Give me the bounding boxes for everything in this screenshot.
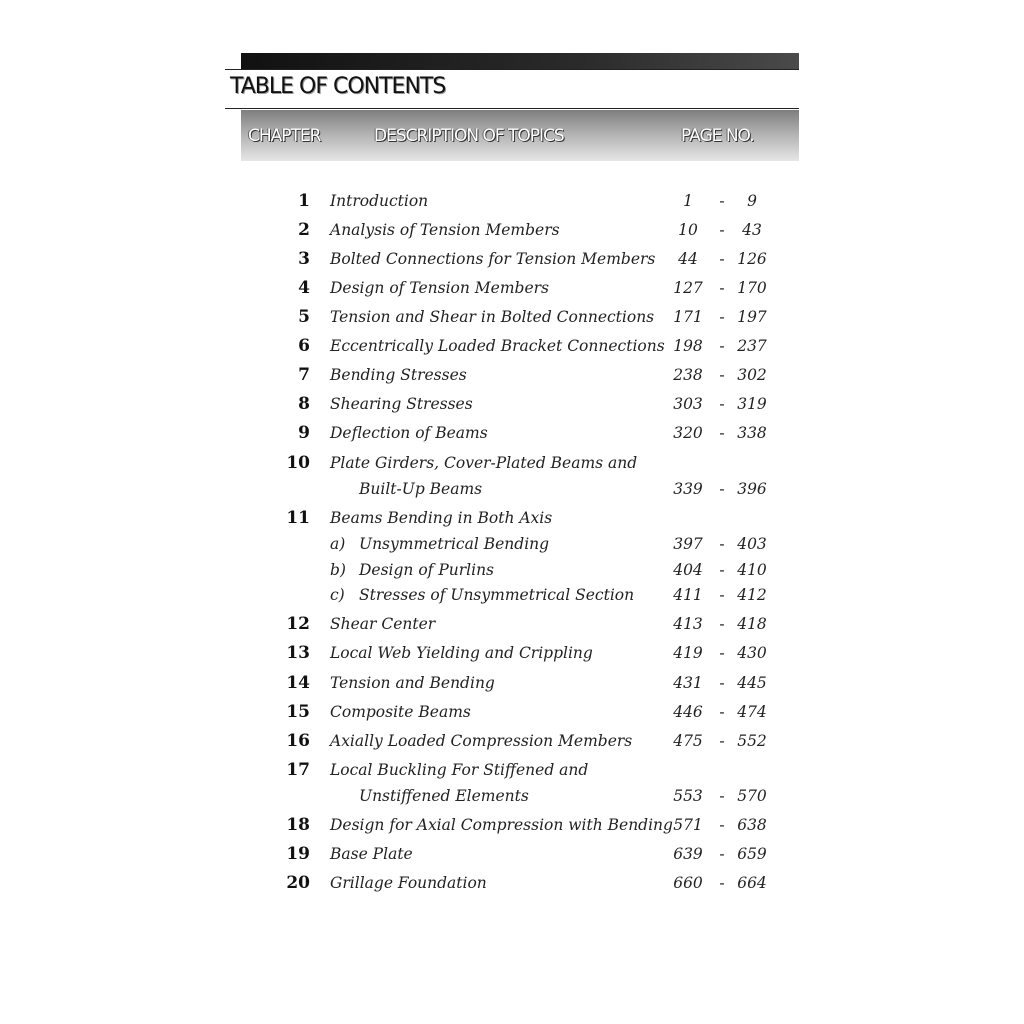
chapter-number: 7	[298, 365, 310, 385]
chapter-title: Composite Beams	[330, 703, 471, 721]
page-from: 411	[673, 586, 703, 604]
toc-row	[0, 278, 1024, 302]
page-to: 570	[737, 787, 767, 805]
page-dash: -	[719, 674, 725, 692]
toc-row	[0, 453, 1024, 477]
page-to: 9	[747, 192, 757, 210]
page-from: 171	[673, 308, 703, 326]
chapter-title: Design of Tension Members	[330, 279, 549, 297]
page-to: 126	[737, 250, 767, 268]
sub-title: Unsymmetrical Bending	[359, 535, 550, 553]
toc-row	[0, 508, 1024, 532]
chapter-title: Local Buckling For Stiffened and	[330, 761, 589, 779]
chapter-title: Bolted Connections for Tension Members	[330, 250, 656, 268]
toc-row	[0, 614, 1024, 638]
chapter-title: Shearing Stresses	[330, 395, 473, 413]
page-dash: -	[719, 337, 725, 355]
chapter-title: Deflection of Beams	[330, 424, 488, 442]
sub-title: Stresses of Unsymmetrical Section	[359, 586, 635, 604]
page-dash: -	[719, 874, 725, 892]
chapter-title: Tension and Bending	[330, 674, 495, 692]
page-from: 198	[673, 337, 703, 355]
toc-row	[0, 307, 1024, 331]
page-to: 170	[737, 279, 767, 297]
chapter-number: 10	[286, 453, 310, 473]
page-to: 410	[737, 561, 767, 579]
toc-row	[0, 336, 1024, 360]
chapter-title: Eccentrically Loaded Bracket Connections	[330, 337, 665, 355]
chapter-number: 5	[298, 307, 310, 327]
page-from: 10	[678, 221, 698, 239]
title-bottom-rule	[225, 108, 799, 109]
page-from: 431	[673, 674, 703, 692]
chapter-number: 15	[286, 702, 310, 722]
toc-row	[0, 394, 1024, 418]
chapter-title: Axially Loaded Compression Members	[330, 732, 633, 750]
page-to: 43	[742, 221, 762, 239]
page-from: 320	[673, 424, 703, 442]
chapter-number: 20	[286, 873, 310, 893]
toc-row-continuation	[0, 786, 1024, 810]
page-dash: -	[719, 644, 725, 662]
page-dash: -	[719, 192, 725, 210]
toc-row	[0, 249, 1024, 273]
toc-row	[0, 760, 1024, 784]
page-dash: -	[719, 787, 725, 805]
page-to: 197	[737, 308, 767, 326]
page-to: 430	[737, 644, 767, 662]
page-from: 419	[673, 644, 703, 662]
page-to: 659	[737, 845, 767, 863]
toc-subrow	[0, 560, 1024, 584]
page-dash: -	[719, 424, 725, 442]
page-from: 553	[673, 787, 703, 805]
chapter-number: 16	[286, 731, 310, 751]
chapter-number: 3	[298, 249, 310, 269]
toc-row	[0, 643, 1024, 667]
chapter-title-continued: Unstiffened Elements	[359, 787, 529, 805]
page-to: 319	[737, 395, 767, 413]
toc-row	[0, 365, 1024, 389]
toc-row	[0, 191, 1024, 215]
page-from: 660	[673, 874, 703, 892]
toc-row	[0, 873, 1024, 897]
chapter-number: 19	[286, 844, 310, 864]
toc-row	[0, 220, 1024, 244]
chapter-title: Tension and Shear in Bolted Connections	[330, 308, 655, 326]
page-to: 412	[737, 586, 767, 604]
chapter-title: Bending Stresses	[330, 366, 467, 384]
chapter-title: Grillage Foundation	[330, 874, 487, 892]
chapter-number: 9	[298, 423, 310, 443]
chapter-number: 8	[298, 394, 310, 414]
page-dash: -	[719, 250, 725, 268]
sub-title: Design of Purlins	[359, 561, 495, 579]
page-from: 238	[673, 366, 703, 384]
header-description: DESCRIPTION OF TOPICS	[374, 126, 564, 146]
sub-letter: a)	[330, 535, 346, 553]
page-dash: -	[719, 535, 725, 553]
toc-row	[0, 844, 1024, 868]
page-dash: -	[719, 480, 725, 498]
page-from: 446	[673, 703, 703, 721]
chapter-title: Beams Bending in Both Axis	[330, 509, 553, 527]
page-to: 638	[737, 816, 767, 834]
page-dash: -	[719, 221, 725, 239]
header-chapter: CHAPTER	[248, 126, 321, 146]
page-from: 397	[673, 535, 703, 553]
chapter-title: Plate Girders, Cover-Plated Beams and	[330, 454, 638, 472]
toc-subrow	[0, 585, 1024, 609]
page-from: 303	[673, 395, 703, 413]
page-from: 404	[673, 561, 703, 579]
page-dash: -	[719, 703, 725, 721]
toc-row	[0, 815, 1024, 839]
page-from: 571	[673, 816, 703, 834]
page-dash: -	[719, 586, 725, 604]
chapter-number: 11	[286, 508, 310, 528]
chapter-title: Base Plate	[330, 845, 413, 863]
chapter-number: 18	[286, 815, 310, 835]
chapter-number: 14	[286, 673, 310, 693]
page-from: 413	[673, 615, 703, 633]
page-to: 474	[737, 703, 767, 721]
page-to: 302	[737, 366, 767, 384]
page-dash: -	[719, 561, 725, 579]
chapter-number: 1	[298, 191, 310, 211]
sub-letter: b)	[330, 561, 346, 579]
page-from: 339	[673, 480, 703, 498]
page-title: TABLE OF CONTENTS	[230, 74, 446, 99]
page-to: 338	[737, 424, 767, 442]
page-dash: -	[719, 845, 725, 863]
chapter-number: 17	[286, 760, 310, 780]
chapter-title: Design for Axial Compression with Bending	[330, 816, 673, 834]
sub-letter: c)	[330, 586, 345, 604]
title-top-rule	[225, 69, 799, 70]
chapter-number: 2	[298, 220, 310, 240]
page-to: 418	[737, 615, 767, 633]
chapter-number: 13	[286, 643, 310, 663]
chapter-title: Shear Center	[330, 615, 436, 633]
chapter-number: 6	[298, 336, 310, 356]
toc-row	[0, 423, 1024, 447]
page-from: 1	[683, 192, 693, 210]
page-to: 664	[737, 874, 767, 892]
page-to: 403	[737, 535, 767, 553]
chapter-title-continued: Built-Up Beams	[359, 480, 483, 498]
toc-row	[0, 702, 1024, 726]
chapter-title: Analysis of Tension Members	[330, 221, 560, 239]
page-from: 475	[673, 732, 703, 750]
toc-subrow	[0, 534, 1024, 558]
page-to: 445	[737, 674, 767, 692]
page-dash: -	[719, 279, 725, 297]
chapter-number: 4	[298, 278, 310, 298]
chapter-number: 12	[286, 614, 310, 634]
page-dash: -	[719, 395, 725, 413]
page-dash: -	[719, 308, 725, 326]
page-from: 44	[678, 250, 698, 268]
toc-row	[0, 731, 1024, 755]
chapter-title: Introduction	[330, 192, 429, 210]
top-dark-bar	[241, 53, 799, 69]
page-to: 552	[737, 732, 767, 750]
page-dash: -	[719, 615, 725, 633]
toc-row-continuation	[0, 479, 1024, 503]
page-from: 127	[673, 279, 703, 297]
header-page-no: PAGE NO.	[681, 126, 754, 146]
toc-row	[0, 673, 1024, 697]
chapter-title: Local Web Yielding and Crippling	[330, 644, 593, 662]
page-to: 396	[737, 480, 767, 498]
page-to: 237	[737, 337, 767, 355]
page-dash: -	[719, 732, 725, 750]
page-dash: -	[719, 816, 725, 834]
page-from: 639	[673, 845, 703, 863]
page-dash: -	[719, 366, 725, 384]
